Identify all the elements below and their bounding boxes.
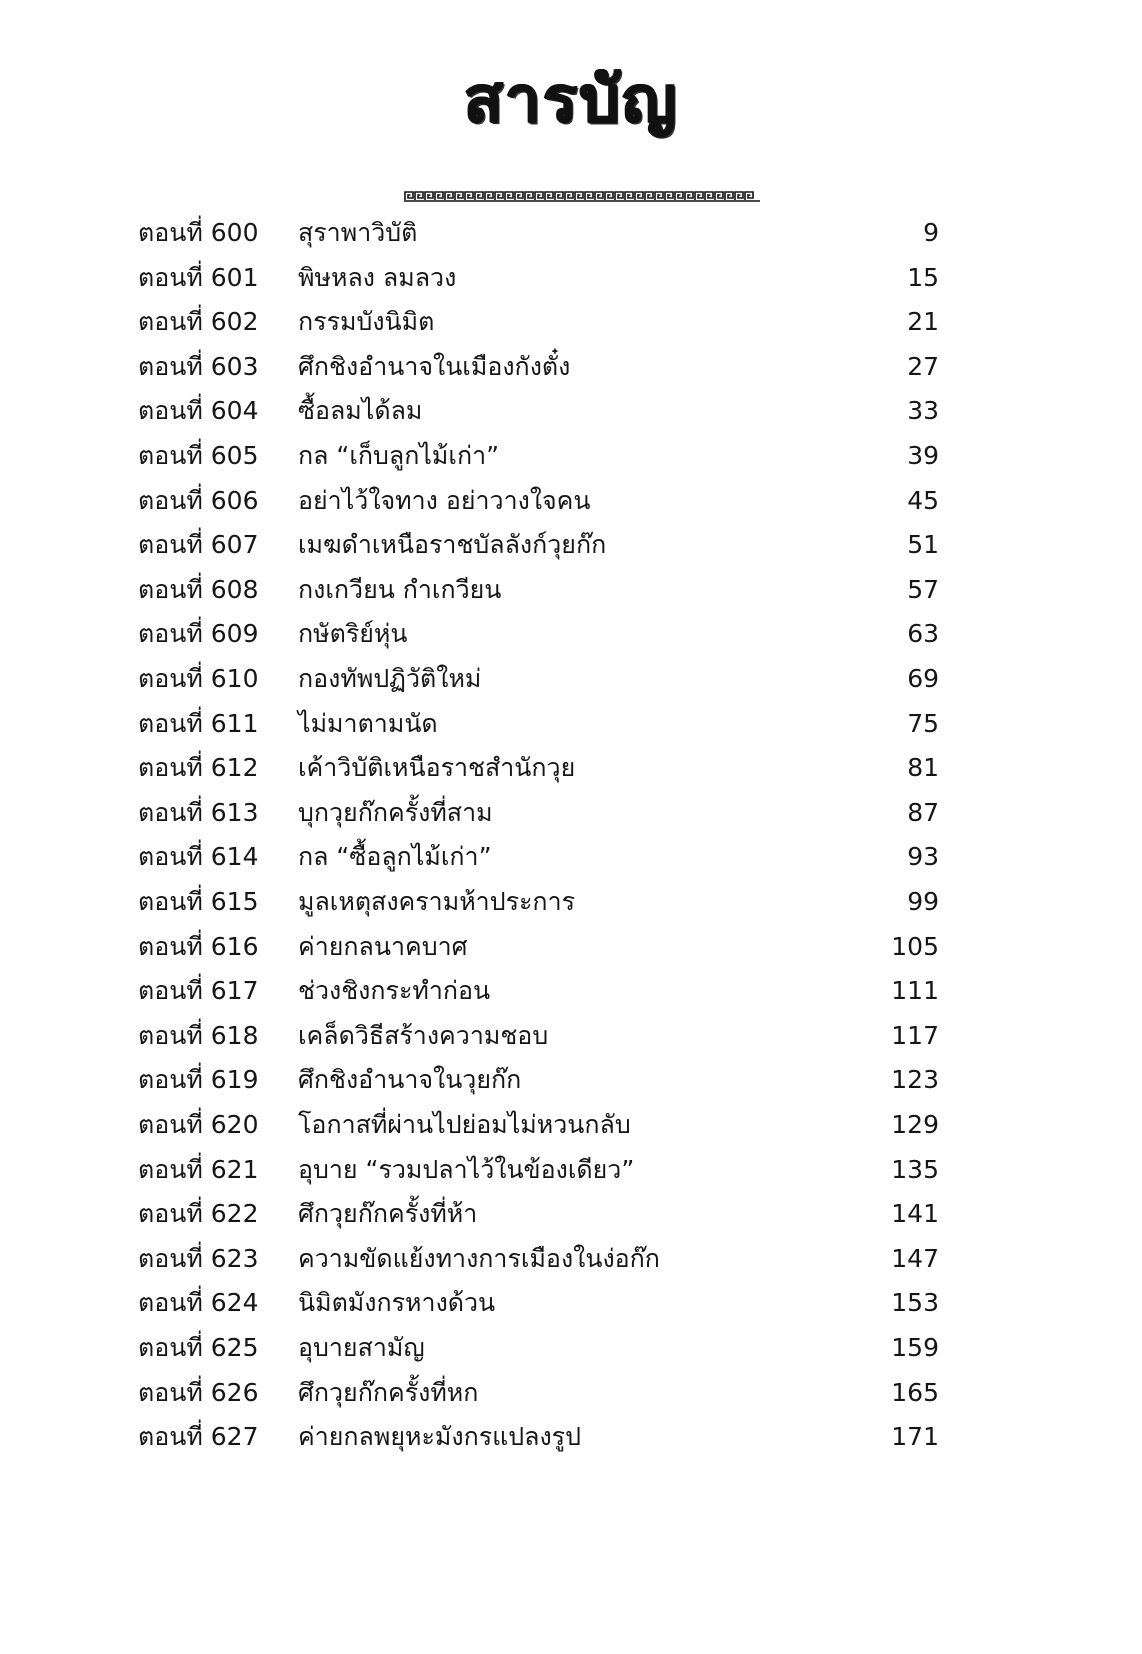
toc-page-number: 123 — [891, 1065, 939, 1095]
toc-entry — [0, 790, 1142, 836]
toc-chapter-title: เมฆดำเหนือราชบัลลังก์วุยก๊ก — [298, 530, 607, 560]
toc-chapter-title: เคล็ดวิธีสร้างความชอบ — [298, 1020, 549, 1050]
toc-page-number: 15 — [907, 262, 939, 292]
toc-chapter-number: ตอนที่ 611 — [138, 708, 259, 738]
toc-chapter-title: กล “ซื้อลูกไม้เก่า” — [298, 842, 492, 872]
toc-entry — [0, 611, 1142, 657]
toc-page-number: 153 — [891, 1288, 939, 1318]
toc-chapter-title: โอกาสที่ผ่านไปย่อมไม่หวนกลับ — [298, 1110, 631, 1139]
toc-chapter-title: ค่ายกลนาคบาศ — [298, 931, 468, 961]
toc-chapter-title: ศึกวุยก๊กครั้งที่หก — [298, 1377, 479, 1407]
toc-chapter-title: ค่ายกลพยุหะมังกรแปลงรูป — [298, 1422, 581, 1452]
toc-chapter-number: ตอนที่ 600 — [138, 218, 259, 247]
toc-chapter-number: ตอนที่ 607 — [138, 530, 259, 560]
toc-page-number: 57 — [907, 574, 939, 604]
toc-entry — [0, 968, 1142, 1014]
toc-entry — [0, 1191, 1142, 1237]
toc-chapter-title: มูลเหตุสงครามห้าประการ — [298, 887, 576, 916]
toc-page-number: 27 — [907, 351, 939, 381]
toc-entry — [0, 745, 1142, 791]
toc-entry — [0, 1236, 1142, 1282]
toc-page-number: 69 — [907, 664, 939, 693]
toc-chapter-title: สุราพาวิบัติ — [298, 218, 418, 247]
toc-page-number: 39 — [907, 441, 939, 470]
toc-chapter-number: ตอนที่ 615 — [138, 887, 259, 916]
toc-entry — [0, 879, 1142, 925]
toc-page-number: 165 — [891, 1377, 939, 1407]
toc-page-number: 9 — [923, 218, 939, 247]
toc-chapter-title: กรรมบังนิมิต — [298, 307, 435, 337]
toc-page-number: 135 — [891, 1154, 939, 1184]
toc-chapter-number: ตอนที่ 620 — [138, 1110, 259, 1139]
toc-chapter-number: ตอนที่ 603 — [138, 351, 259, 381]
toc-page-number: 81 — [907, 753, 939, 783]
toc-entry — [0, 1102, 1142, 1148]
toc-page-number: 93 — [907, 842, 939, 872]
toc-entry — [0, 1057, 1142, 1103]
toc-chapter-number: ตอนที่ 602 — [138, 307, 259, 337]
page-title: สารบัญ — [463, 63, 679, 137]
toc-page-number: 147 — [891, 1243, 939, 1273]
toc-chapter-title: เค้าวิบัติเหนือราชสำนักวุย — [298, 753, 576, 783]
toc-page-number: 45 — [907, 485, 939, 515]
toc-chapter-number: ตอนที่ 621 — [138, 1154, 259, 1184]
toc-entry — [0, 433, 1142, 479]
toc-chapter-number: ตอนที่ 619 — [138, 1065, 259, 1095]
toc-chapter-number: ตอนที่ 613 — [138, 797, 259, 827]
toc-entry — [0, 1147, 1142, 1193]
toc-page-number: 111 — [891, 976, 939, 1006]
toc-page-number: 171 — [891, 1422, 939, 1452]
toc-chapter-title: ศึกวุยก๊กครั้งที่ห้า — [298, 1199, 478, 1229]
toc-chapter-number: ตอนที่ 606 — [138, 485, 259, 515]
toc-chapter-title: พิษหลง ลมลวง — [298, 262, 457, 292]
toc-entry — [0, 1370, 1142, 1416]
toc-chapter-number: ตอนที่ 604 — [138, 396, 259, 426]
toc-chapter-number: ตอนที่ 627 — [138, 1422, 259, 1452]
toc-chapter-number: ตอนที่ 608 — [138, 574, 259, 604]
toc-entry — [0, 522, 1142, 568]
toc-entry — [0, 478, 1142, 524]
toc-entry — [0, 344, 1142, 390]
toc-page-number: 87 — [907, 797, 939, 827]
toc-chapter-number: ตอนที่ 623 — [138, 1243, 259, 1273]
toc-entry — [0, 701, 1142, 747]
toc-chapter-title: บุกวุยก๊กครั้งที่สาม — [298, 797, 493, 827]
toc-page-number: 159 — [891, 1333, 939, 1362]
toc-chapter-number: ตอนที่ 601 — [138, 262, 259, 292]
toc-chapter-title: กล “เก็บลูกไม้เก่า” — [298, 441, 500, 470]
toc-chapter-title: อุบาย “รวมปลาไว้ในข้องเดียว” — [298, 1154, 635, 1184]
toc-entry — [0, 255, 1142, 301]
toc-entry — [0, 388, 1142, 434]
toc-entry — [0, 299, 1142, 345]
toc-chapter-title: ศึกชิงอำนาจในวุยก๊ก — [298, 1065, 522, 1095]
toc-page-number: 105 — [891, 931, 939, 961]
toc-chapter-title: ช่วงชิงกระทำก่อน — [298, 976, 491, 1006]
toc-chapter-number: ตอนที่ 618 — [138, 1020, 259, 1050]
toc-entry — [0, 1325, 1142, 1371]
toc-chapter-number: ตอนที่ 626 — [138, 1377, 259, 1407]
toc-chapter-title: นิมิตมังกรหางด้วน — [298, 1288, 496, 1318]
toc-page-number: 51 — [907, 530, 939, 560]
toc-entry — [0, 1013, 1142, 1059]
toc-chapter-title: อุบายสามัญ — [298, 1333, 425, 1362]
toc-chapter-number: ตอนที่ 616 — [138, 931, 259, 961]
toc-chapter-number: ตอนที่ 612 — [138, 753, 259, 783]
toc-entry — [0, 924, 1142, 970]
decorative-divider — [404, 190, 760, 202]
toc-page-number: 129 — [891, 1110, 939, 1139]
toc-page-number: 21 — [907, 307, 939, 337]
toc-entry — [0, 656, 1142, 702]
toc-chapter-title: ซื้อลมได้ลม — [298, 396, 423, 426]
toc-page-number: 117 — [891, 1020, 939, 1050]
toc-page-number: 33 — [907, 396, 939, 426]
toc-chapter-title: อย่าไว้ใจทาง อย่าวางใจคน — [298, 485, 591, 515]
toc-page-number: 141 — [891, 1199, 939, 1229]
toc-entry — [0, 567, 1142, 613]
toc-entry — [0, 210, 1142, 256]
toc-chapter-title: ศึกชิงอำนาจในเมืองกังตั๋ง — [298, 351, 571, 381]
toc-chapter-title: กงเกวียน กำเกวียน — [298, 574, 502, 604]
toc-page-number: 63 — [907, 619, 939, 649]
toc-chapter-number: ตอนที่ 624 — [138, 1288, 259, 1318]
toc-chapter-number: ตอนที่ 625 — [138, 1333, 259, 1362]
toc-chapter-title: กษัตริย์หุ่น — [298, 619, 408, 649]
toc-chapter-title: ความขัดแย้งทางการเมืองในง่อก๊ก — [298, 1243, 660, 1273]
toc-entry — [0, 1280, 1142, 1326]
toc-chapter-number: ตอนที่ 605 — [138, 441, 259, 470]
toc-chapter-number: ตอนที่ 617 — [138, 976, 259, 1006]
toc-entry — [0, 834, 1142, 880]
toc-chapter-title: กองทัพปฏิวัติใหม่ — [298, 664, 482, 693]
toc-page-number: 99 — [907, 887, 939, 916]
toc-entry — [0, 1414, 1142, 1460]
toc-chapter-number: ตอนที่ 622 — [138, 1199, 259, 1229]
toc-chapter-number: ตอนที่ 614 — [138, 842, 259, 872]
toc-chapter-title: ไม่มาตามนัด — [298, 708, 438, 738]
toc-chapter-number: ตอนที่ 610 — [138, 664, 259, 693]
toc-chapter-number: ตอนที่ 609 — [138, 619, 259, 649]
toc-page-number: 75 — [907, 708, 939, 738]
